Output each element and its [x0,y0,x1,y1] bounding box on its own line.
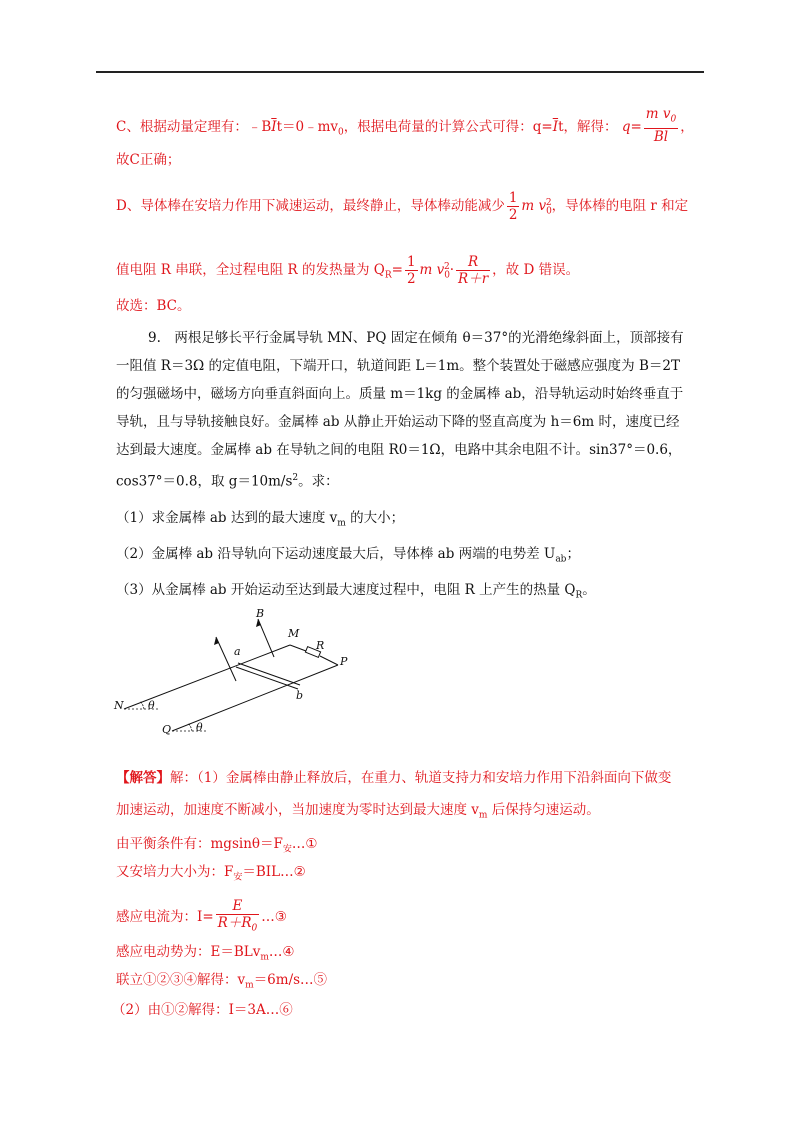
equation-5 [116,970,327,996]
answer-line2-sub: m [478,810,488,821]
problem-last-prefix: cos37°＝0.8，取 g＝10m/s [116,473,293,490]
d-mv: m v [521,198,547,214]
answer-line2-prefix: 加速运动，加速度不断减小，当加速度为零时达到最大速度 v [116,802,479,818]
option-c-conclusion: 故C正确； [116,152,181,168]
bar-ab-2 [236,667,298,689]
i-bar-2: $\overline{I}$ [552,118,559,135]
half-den-2: 2 [406,271,416,287]
problem-last-sup: 2 [292,473,299,483]
equation-3 [116,898,287,937]
header-rule [96,71,704,73]
eq4-prefix: 感应电动势为：E＝BLv [116,944,261,960]
label-p: P [340,655,348,668]
eq5-suffix: ＝6m/s…⑤ [253,972,328,988]
label-m: M [288,627,300,640]
problem-line-3: 的匀强磁场中，磁场方向垂直斜面向上。质量 m＝1kg 的金属棒 ab，沿导轨运动时始终垂直于 [116,386,684,402]
b-arrow-1 [216,637,236,681]
c-text-1: C、根据动量定理有：﹣B [116,118,272,135]
equation-1 [116,834,318,860]
d-text-2: ，导体棒的电阻 r 和定 [551,198,689,214]
q-symbol: q [621,118,631,135]
equation-2 [116,862,306,888]
q-frac-num: m v [645,106,671,122]
c-text-3: ，根据电荷量的计算公式可得：q= [343,118,553,135]
q-frac-num-sub: 0 [670,114,677,125]
option-c-analysis [116,108,694,147]
label-theta-2: θ [196,721,203,734]
answer-text-1: 解：（1）金属棒由静止释放后，在重力、轨道支持力和安培力作用下沿斜面向下做变 [170,770,672,786]
c-eq: = [630,118,642,135]
eq3-prefix: 感应电流为：I= [116,908,214,925]
top-wire-2 [320,656,338,665]
eq5-sub: m [245,980,254,991]
d-sub: 0 [546,206,552,217]
q3-sub: R [575,590,583,601]
d2-qsub: R [384,270,392,281]
label-b: B [256,607,265,620]
d2-mv: m v [419,262,445,278]
label-theta-1: θ [148,699,155,712]
problem-last-suffix: 。求： [298,473,339,490]
q2-prefix: （2）金属棒 ab 沿导轨向下运动速度最大后，导体棒 ab 两端的电势差 U [116,546,556,562]
bar-ab-1 [238,663,300,685]
problem-line-6 [116,468,339,492]
d2-text-2: ，故 D 错误。 [492,262,580,278]
q1-prefix: （1）求金属棒 ab 达到的最大速度 v [116,510,338,526]
label-q: Q [162,723,172,736]
i-bar: $\overline{I}$ [271,118,277,135]
answer-line-2 [116,800,600,826]
b-arrowhead-2 [256,619,261,627]
q3-prefix: （3）从金属棒 ab 开始运动至达到最大速度过程中，电阻 R 上产生的热量 Q [116,582,576,598]
c-text-2: t＝0﹣mv [276,118,339,135]
eq3-den: R＋R [217,915,252,931]
rail-diagram [110,605,360,745]
q1-sub: m [337,518,346,529]
eq1-prefix: 由平衡条件有：mgsinθ＝F [116,836,283,852]
question-1 [116,508,404,534]
eq1-sub: 安 [282,844,292,855]
q1-suffix: 的大小； [345,510,405,526]
r-num: R [456,254,490,271]
eq1-suffix: …① [291,836,318,852]
c-end: ， [680,118,694,135]
q3-suffix: 。 [582,582,596,598]
half-fraction [507,190,520,223]
q2-sub: ab [555,554,567,565]
choice-answer: 故选：BC。 [116,298,191,314]
eq2-suffix: ＝BIL…② [242,864,306,880]
half-den: 2 [508,207,518,223]
label-n: N [114,699,124,712]
answer-line-1 [116,768,671,788]
equation-4 [116,942,295,968]
problem-line-1: 9. 两根足够长平行金属导轨 MN、PQ 固定在倾角 θ＝37°的光滑绝缘斜面上，顶部接有 [148,330,684,346]
d2-eq: = [391,262,403,278]
half-num-2: 1 [406,254,416,270]
eq3-suffix: …③ [261,908,287,925]
r-den: R＋r [458,271,489,287]
label-r: R [316,639,325,652]
label-a: a [234,645,241,658]
equation-6: （2）由①②解得：I＝3A…⑥ [112,1002,293,1018]
eq4-suffix: …④ [268,944,295,960]
half-fraction-2 [405,254,418,287]
answer-tag: 【解答】 [116,770,170,786]
top-wire-1 [290,645,306,651]
label-b-lower: b [296,689,304,702]
r-fraction [456,254,490,287]
eq4-sub: m [260,952,269,963]
q-frac-den: Bl [653,128,669,145]
d-sup: 2 [545,197,552,208]
eq2-prefix: 又安培力大小为：F [116,864,234,880]
d-text-1: D、导体棒在安培力作用下减速运动，最终静止，导体棒动能减少 [116,198,505,214]
eq2-sub: 安 [233,872,243,883]
c-sub-0: 0 [338,127,344,138]
answer-line2-suffix: 后保持匀速运动。 [487,802,600,818]
option-d-analysis-2 [116,254,579,287]
eq5-prefix: 联立①②③④解得：v [116,972,246,988]
problem-line-5: 达到最大速度。金属棒 ab 在导轨之间的电阻 R0＝1Ω，电路中其余电阻不计。sin37°＝0.6， [116,442,682,458]
c-text-4: t，解得： [558,118,618,135]
question-3 [116,580,596,606]
d2-text-1: 值电阻 R 串联，全过程电阻 R 的发热量为 Q [116,262,385,278]
problem-line-4: 导轨，且与导轨接触良好。金属棒 ab 从静止开始运动下降的竖直高度为 h＝6m 时，速度已经 [116,414,680,430]
d2-sup: 2 [444,261,450,272]
eq3-fraction [216,898,260,937]
problem-line-2: 一阻值 R＝3Ω 的定值电阻，下端开口，轨道间距 L＝1m。整个装置处于磁感应强度为 B＝2T [116,358,680,374]
option-d-analysis [116,190,688,223]
half-num: 1 [508,190,518,206]
question-2 [116,544,580,570]
q2-suffix: ； [566,546,580,562]
eq3-den-sub: 0 [251,923,258,934]
q-fraction [644,106,678,145]
eq3-num: E [216,898,260,915]
d2-sub: 0 [444,270,451,281]
d2-dot: · [449,262,455,278]
